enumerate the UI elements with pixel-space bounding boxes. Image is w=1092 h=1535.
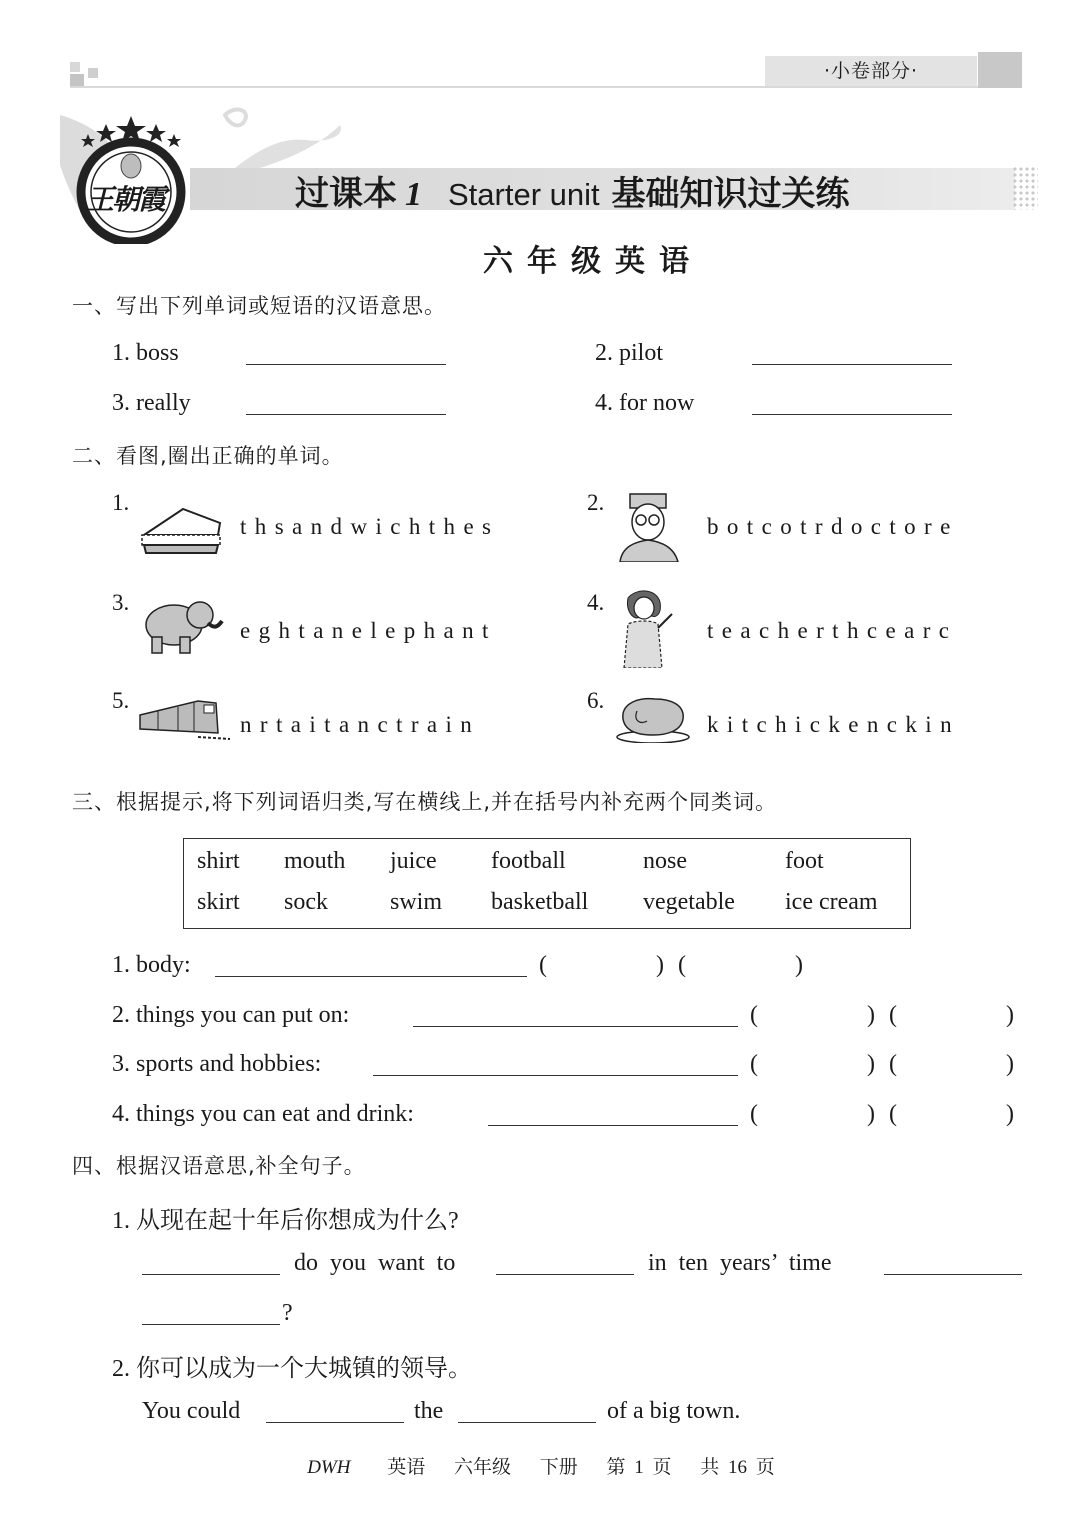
section-2-heading: 二、看图,圈出正确的单词。 [72,444,344,468]
sentence-fragment: do you want to [294,1250,456,1276]
item-number: 4. [595,390,613,416]
letter-string[interactable]: eghtanelephant [240,618,497,643]
answer-blank[interactable] [246,344,446,365]
section-4-heading: 四、根据汉语意思,补全句子。 [72,1154,366,1178]
doctor-icon [618,492,680,562]
elephant-icon [140,595,226,657]
word-bank-word: sock [284,889,328,915]
word-bank-word: ice cream [785,889,878,915]
section-badge: ·小卷部分· [765,56,977,86]
word-bank-word: juice [390,848,437,874]
sentence-fragment: of a big town. [607,1398,741,1424]
answer-blank[interactable] [266,1402,404,1423]
letter-string[interactable]: botcotrdoctore [707,514,959,539]
word-bank-word: nose [643,848,687,874]
answer-blank[interactable] [215,956,527,977]
sentence-fragment: You could [142,1398,241,1424]
paren-open: ( [750,1101,758,1127]
footer-total: 共 16 页 [700,1457,775,1478]
item-word: pilot [619,340,664,366]
paren-close: ) [867,1002,875,1028]
paren-open: ( [889,1002,897,1028]
answer-blank[interactable] [413,1006,738,1027]
letter-string[interactable]: teacherthcearc [707,618,958,643]
letter-string[interactable]: nrtaitanctrain [240,712,481,737]
answer-blank[interactable] [488,1105,738,1126]
word-bank-word: vegetable [643,889,735,915]
s1-item-4 [595,390,694,417]
title-cn: 过课本 [295,174,397,214]
paren-open: ( [750,1002,758,1028]
logo-text: 王朝霞 [86,185,165,216]
item-number: 6. [587,688,605,713]
teacher-icon [616,588,678,668]
word-bank-word: shirt [197,848,240,874]
paren-open: ( [539,952,547,978]
answer-blank[interactable] [752,394,952,415]
item-number: 1. [112,490,130,515]
s1-item-1 [112,340,179,367]
sentence-fragment: the [414,1398,444,1424]
answer-blank[interactable] [458,1402,596,1423]
header-rule [70,86,1022,88]
paren-close: ) [1006,1101,1014,1127]
footer-volume: 下册 [539,1457,578,1478]
s1-item-3 [112,390,191,417]
sandwich-icon [138,500,224,570]
item-number: 3. [112,390,130,416]
answer-blank[interactable] [142,1254,280,1275]
answer-blank[interactable] [752,344,952,365]
item-word: boss [136,340,179,366]
paren-close: ) [795,952,803,978]
footer-grade: 六年级 [453,1457,511,1478]
s1-item-2 [595,340,663,367]
item-number: 1. [112,340,130,366]
paren-close: ) [1006,1051,1014,1077]
word-bank-word: skirt [197,889,240,915]
question-1-cn: 1. 从现在起十年后你想成为什么? [112,1208,459,1234]
category-label: 3. sports and hobbies: [112,1051,322,1077]
paren-close: ) [867,1051,875,1077]
paren-open: ( [889,1101,897,1127]
badge-block [978,52,1022,88]
section-3-heading: 三、根据提示,将下列词语归类,写在横线上,并在括号内补充两个同类词。 [72,790,778,814]
item-number: 5. [112,688,130,713]
item-number: 2. [595,340,613,366]
corner-decoration [88,68,98,78]
answer-blank[interactable] [142,1304,280,1325]
section-1-heading: 一、写出下列单词或短语的汉语意思。 [72,294,446,318]
word-bank-word: mouth [284,848,346,874]
footer-code: DWH [307,1457,351,1478]
word-bank-word: football [491,848,566,874]
word-bank-word: basketball [491,889,589,915]
footer-subject: 英语 [387,1457,426,1478]
subtitle: 六年级英语 [483,244,703,279]
footer-page: 第 1 页 [606,1457,672,1478]
page-title [295,166,849,215]
title-number: 1 [405,176,422,213]
paren-close: ) [1006,1002,1014,1028]
answer-blank[interactable] [884,1254,1022,1275]
item-number: 4. [587,590,605,615]
corner-decoration [70,62,80,72]
paren-open: ( [750,1051,758,1077]
question-2-cn: 2. 你可以成为一个大城镇的领导。 [112,1356,472,1382]
answer-blank[interactable] [373,1055,738,1076]
category-label: 4. things you can eat and drink: [112,1101,414,1127]
item-number: 2. [587,490,605,515]
train-icon [138,697,232,741]
question-mark: ? [282,1300,293,1326]
letter-string[interactable]: thsandwichthes [240,514,500,539]
page-footer [0,1452,1092,1479]
title-en: Starter unit [448,177,600,212]
chicken-icon [615,695,691,743]
title-cn2: 基础知识过关练 [611,174,850,214]
dots-decoration [1012,166,1038,210]
category-label: 1. body: [112,952,191,978]
letter-string[interactable]: kitchickenckin [707,712,960,737]
item-word: really [136,390,191,416]
word-bank-word: swim [390,889,443,915]
item-number: 3. [112,590,130,615]
paren-open: ( [889,1051,897,1077]
item-word: for now [619,390,695,416]
category-label: 2. things you can put on: [112,1002,350,1028]
sentence-fragment: in ten years’ time [648,1250,832,1276]
paren-open: ( [678,952,686,978]
answer-blank[interactable] [496,1254,634,1275]
word-bank-word: foot [785,848,824,874]
paren-close: ) [867,1101,875,1127]
paren-close: ) [656,952,664,978]
answer-blank[interactable] [246,394,446,415]
